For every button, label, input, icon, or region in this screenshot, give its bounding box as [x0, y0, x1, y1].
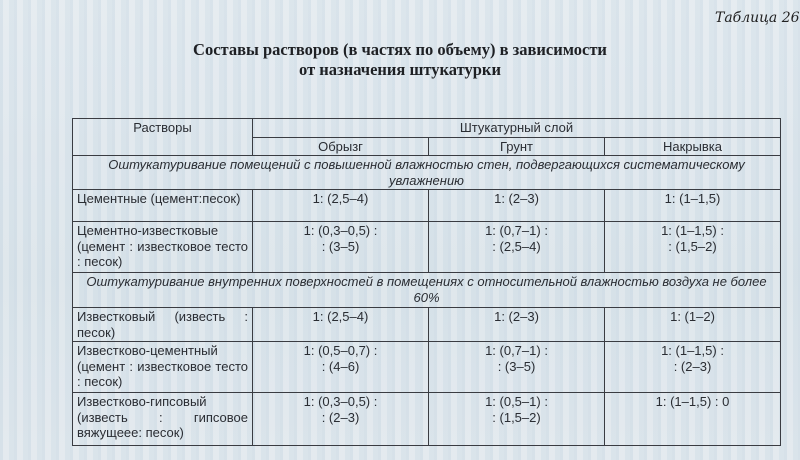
mortar-composition-table — [72, 118, 781, 446]
cell-nakryvka — [605, 308, 781, 342]
value-line: 1: (0,5–1) : — [485, 394, 548, 409]
table-row — [73, 190, 781, 222]
header-obryzg: Обрызг — [253, 137, 429, 156]
value-line: 1: (0,5–0,7) : — [303, 343, 378, 358]
section-caption: Оштукатуривание внутренних поверхностей в помещениях с относительной влажностью воздуха не более 60% — [73, 273, 781, 308]
cell-obryzg — [253, 222, 429, 273]
cell-obryzg — [253, 393, 429, 446]
table-row — [73, 393, 781, 446]
value-line: 1: (2,5–4) — [312, 309, 369, 324]
section-row — [73, 273, 781, 308]
cell-grunt — [429, 190, 605, 222]
value-line: : (2,5–4) — [492, 238, 541, 254]
cell-grunt — [429, 393, 605, 446]
header-layer-group: Штукатурный слой — [253, 119, 781, 138]
table-row — [73, 342, 781, 393]
header-row-1 — [73, 119, 781, 138]
row-name: Известковый (известь : песок) — [73, 308, 253, 342]
title-line-2: от назначения штукатурки — [299, 60, 501, 79]
cell-obryzg — [253, 190, 429, 222]
value-line: 1: (1–1,5) : 0 — [655, 394, 730, 409]
section-row — [73, 156, 781, 190]
title-line-1: Составы растворов (в частях по объему) в зависимости — [193, 40, 607, 59]
value-line: 1: (2–3) — [494, 191, 539, 206]
table-number: Таблица 26 — [715, 10, 800, 26]
header-grunt: Грунт — [429, 137, 605, 156]
cell-nakryvka — [605, 393, 781, 446]
value-line: 1: (0,3–0,5) : — [303, 223, 378, 238]
value-line: 1: (1–1,5) : — [661, 343, 724, 358]
header-nakryvka: Накрывка — [605, 137, 781, 156]
value-line: 1: (0,7–1) : — [485, 223, 548, 238]
value-line: : (1,5–2) — [492, 409, 541, 425]
value-line: : (2–3) — [673, 358, 712, 374]
cell-obryzg — [253, 308, 429, 342]
table-row — [73, 308, 781, 342]
row-name: Цементные (цемент:песок) — [73, 190, 253, 222]
table-row — [73, 222, 781, 273]
table-title — [0, 40, 800, 80]
cell-obryzg — [253, 342, 429, 393]
row-name: Цементно-известковые (цемент : известковое тесто : песок) — [73, 222, 253, 273]
cell-nakryvka — [605, 342, 781, 393]
cell-grunt — [429, 222, 605, 273]
value-line: 1: (2,5–4) — [312, 191, 369, 206]
value-line: : (1,5–2) — [668, 238, 717, 254]
row-name: Известково-гипсовый (известь : гипсовое вяжущеее: песок) — [73, 393, 253, 446]
cell-nakryvka — [605, 190, 781, 222]
value-line: : (3–5) — [497, 358, 536, 374]
cell-grunt — [429, 308, 605, 342]
section-caption: Оштукатуривание помещений с повышенной влажностью стен, подвергающихся систематическому увлажнению — [73, 156, 781, 190]
value-line: : (2–3) — [321, 409, 360, 425]
value-line: 1: (1–2) — [670, 309, 715, 324]
value-line: : (4–6) — [321, 358, 360, 374]
cell-grunt — [429, 342, 605, 393]
row-name: Известково-цементный (цемент : известковое тесто : песок) — [73, 342, 253, 393]
value-line: : (3–5) — [321, 238, 360, 254]
cell-nakryvka — [605, 222, 781, 273]
value-line: 1: (0,7–1) : — [485, 343, 548, 358]
value-line: 1: (0,3–0,5) : — [303, 394, 378, 409]
value-line: 1: (1–1,5) : — [661, 223, 724, 238]
header-solutions: Растворы — [73, 119, 253, 156]
value-line: 1: (2–3) — [494, 309, 539, 324]
value-line: 1: (1–1,5) — [664, 191, 721, 206]
